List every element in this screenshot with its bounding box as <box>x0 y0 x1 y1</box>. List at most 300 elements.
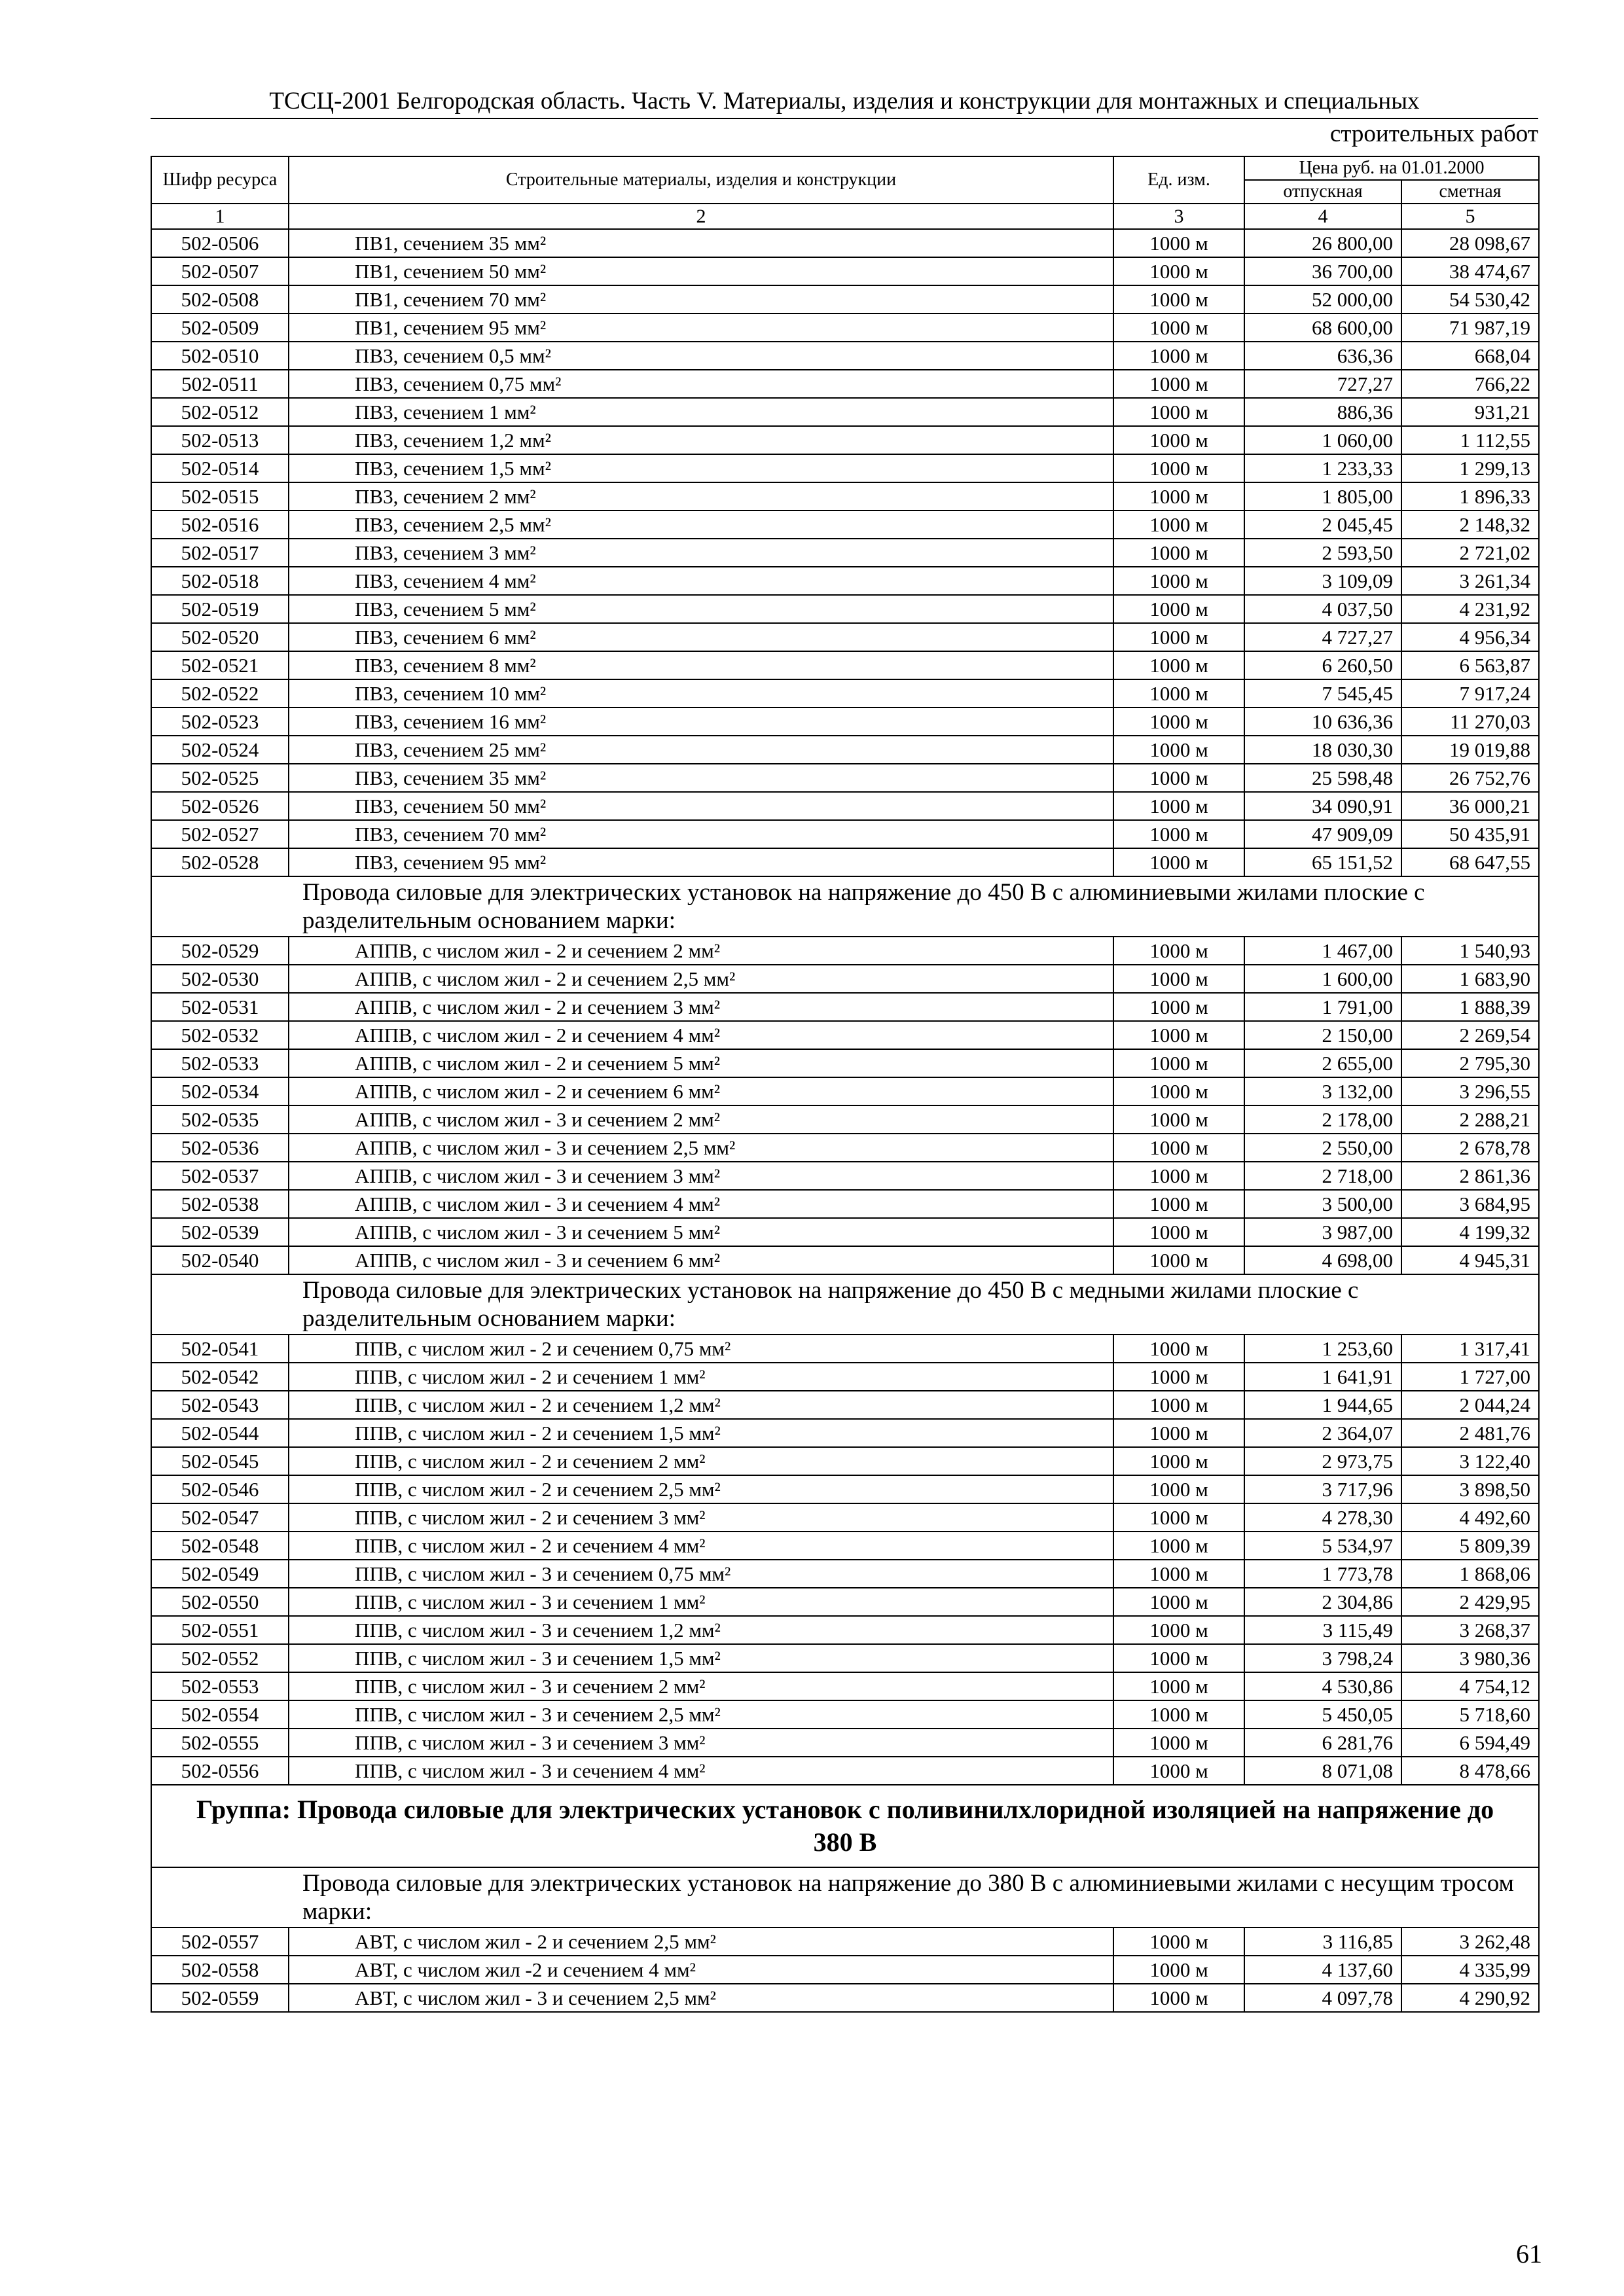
cell-release: 3 798,24 <box>1244 1644 1401 1672</box>
cell-release: 47 909,09 <box>1244 820 1401 848</box>
cell-unit: 1000 м <box>1113 848 1244 876</box>
cell-code: 502-0524 <box>151 736 289 764</box>
cell-release: 1 060,00 <box>1244 426 1401 454</box>
cell-estimate: 4 199,32 <box>1401 1218 1539 1246</box>
table-row <box>151 623 1539 651</box>
cell-code: 502-0555 <box>151 1729 289 1757</box>
cell-name: ППВ, с числом жил - 3 и сечением 2,5 мм² <box>289 1700 1113 1729</box>
table-row <box>151 792 1539 820</box>
table-row <box>151 398 1539 426</box>
cell-name: ППВ, с числом жил - 3 и сечением 4 мм² <box>289 1757 1113 1785</box>
cell-release: 6 281,76 <box>1244 1729 1401 1757</box>
cell-unit: 1000 м <box>1113 736 1244 764</box>
cell-code: 502-0549 <box>151 1560 289 1588</box>
cell-estimate: 36 000,21 <box>1401 792 1539 820</box>
cell-estimate: 1 683,90 <box>1401 965 1539 993</box>
cell-release: 4 037,50 <box>1244 595 1401 623</box>
cell-release: 4 137,60 <box>1244 1956 1401 1984</box>
table-row <box>151 1246 1539 1274</box>
cell-estimate: 2 678,78 <box>1401 1134 1539 1162</box>
cell-release: 52 000,00 <box>1244 285 1401 314</box>
table-row <box>151 426 1539 454</box>
cell-estimate: 931,21 <box>1401 398 1539 426</box>
cell-code: 502-0527 <box>151 820 289 848</box>
cell-estimate: 1 888,39 <box>1401 993 1539 1021</box>
cell-unit: 1000 м <box>1113 398 1244 426</box>
col-header-estimate: сметная <box>1401 180 1539 204</box>
cell-release: 4 698,00 <box>1244 1246 1401 1274</box>
cell-unit: 1000 м <box>1113 1644 1244 1672</box>
col-header-name: Строительные материалы, изделия и конструкции <box>289 156 1113 204</box>
price-table <box>151 156 1540 2013</box>
cell-release: 1 791,00 <box>1244 993 1401 1021</box>
cell-name: АППВ, с числом жил - 3 и сечением 5 мм² <box>289 1218 1113 1246</box>
cell-estimate: 38 474,67 <box>1401 257 1539 285</box>
page-number: 61 <box>1516 2239 1542 2269</box>
cell-unit: 1000 м <box>1113 1616 1244 1644</box>
cell-code: 502-0556 <box>151 1757 289 1785</box>
table-row <box>151 764 1539 792</box>
table-row <box>151 651 1539 679</box>
cell-estimate: 2 795,30 <box>1401 1049 1539 1077</box>
table-row <box>151 454 1539 482</box>
cell-estimate: 1 868,06 <box>1401 1560 1539 1588</box>
cell-code: 502-0558 <box>151 1956 289 1984</box>
cell-unit: 1000 м <box>1113 1105 1244 1134</box>
cell-release: 2 364,07 <box>1244 1419 1401 1447</box>
cell-estimate: 4 231,92 <box>1401 595 1539 623</box>
cell-code: 502-0513 <box>151 426 289 454</box>
cell-code: 502-0517 <box>151 539 289 567</box>
cell-estimate: 2 148,32 <box>1401 511 1539 539</box>
cell-unit: 1000 м <box>1113 482 1244 511</box>
cell-code: 502-0528 <box>151 848 289 876</box>
cell-estimate: 4 754,12 <box>1401 1672 1539 1700</box>
cell-name: ПВ3, сечением 0,5 мм² <box>289 342 1113 370</box>
cell-release: 4 278,30 <box>1244 1503 1401 1532</box>
cell-unit: 1000 м <box>1113 285 1244 314</box>
table-row <box>151 993 1539 1021</box>
cell-name: АВТ, с числом жил - 2 и сечением 2,5 мм² <box>289 1928 1113 1956</box>
table-row <box>151 1984 1539 2012</box>
cell-name: ППВ, с числом жил - 3 и сечением 2 мм² <box>289 1672 1113 1700</box>
cell-unit: 1000 м <box>1113 1729 1244 1757</box>
cell-estimate: 6 563,87 <box>1401 651 1539 679</box>
cell-name: АППВ, с числом жил - 2 и сечением 5 мм² <box>289 1049 1113 1077</box>
cell-estimate: 3 980,36 <box>1401 1644 1539 1672</box>
cell-name: АВТ, с числом жил - 3 и сечением 2,5 мм² <box>289 1984 1113 2012</box>
cell-code: 502-0541 <box>151 1335 289 1363</box>
cell-code: 502-0530 <box>151 965 289 993</box>
cell-estimate: 50 435,91 <box>1401 820 1539 848</box>
cell-code: 502-0548 <box>151 1532 289 1560</box>
table-row <box>151 257 1539 285</box>
cell-estimate: 1 317,41 <box>1401 1335 1539 1363</box>
cell-release: 3 987,00 <box>1244 1218 1401 1246</box>
cell-code: 502-0531 <box>151 993 289 1021</box>
table-row <box>151 285 1539 314</box>
cell-unit: 1000 м <box>1113 1021 1244 1049</box>
cell-estimate: 3 898,50 <box>1401 1475 1539 1503</box>
cell-estimate: 2 429,95 <box>1401 1588 1539 1616</box>
cell-code: 502-0509 <box>151 314 289 342</box>
cell-release: 68 600,00 <box>1244 314 1401 342</box>
cell-unit: 1000 м <box>1113 1246 1244 1274</box>
cell-unit: 1000 м <box>1113 1363 1244 1391</box>
cell-release: 2 973,75 <box>1244 1447 1401 1475</box>
cell-name: ПВ1, сечением 95 мм² <box>289 314 1113 342</box>
cell-code: 502-0506 <box>151 229 289 257</box>
cell-unit: 1000 м <box>1113 651 1244 679</box>
table-row <box>151 1729 1539 1757</box>
cell-name: ПВ3, сечением 8 мм² <box>289 651 1113 679</box>
cell-name: ППВ, с числом жил - 2 и сечением 4 мм² <box>289 1532 1113 1560</box>
cell-unit: 1000 м <box>1113 1335 1244 1363</box>
cell-unit: 1000 м <box>1113 229 1244 257</box>
cell-release: 65 151,52 <box>1244 848 1401 876</box>
table-body <box>151 229 1539 2012</box>
cell-unit: 1000 м <box>1113 1419 1244 1447</box>
cell-name: ПВ3, сечением 3 мм² <box>289 539 1113 567</box>
cell-code: 502-0526 <box>151 792 289 820</box>
cell-unit: 1000 м <box>1113 1190 1244 1218</box>
table-row <box>151 708 1539 736</box>
cell-unit: 1000 м <box>1113 1475 1244 1503</box>
table-row <box>151 1419 1539 1447</box>
cell-estimate: 2 269,54 <box>1401 1021 1539 1049</box>
cell-unit: 1000 м <box>1113 370 1244 398</box>
cell-unit: 1000 м <box>1113 1077 1244 1105</box>
table-row <box>151 342 1539 370</box>
cell-estimate: 3 261,34 <box>1401 567 1539 595</box>
cell-estimate: 3 122,40 <box>1401 1447 1539 1475</box>
table-row <box>151 1560 1539 1588</box>
cell-unit: 1000 м <box>1113 1700 1244 1729</box>
cell-estimate: 26 752,76 <box>1401 764 1539 792</box>
cell-estimate: 5 809,39 <box>1401 1532 1539 1560</box>
cell-code: 502-0523 <box>151 708 289 736</box>
cell-release: 18 030,30 <box>1244 736 1401 764</box>
cell-estimate: 3 262,48 <box>1401 1928 1539 1956</box>
cell-release: 3 109,09 <box>1244 567 1401 595</box>
subsection-heading: Провода силовые для электрических установок на напряжение до 450 В с медными жилами плоские с разделительным основанием марки: <box>151 1274 1539 1335</box>
cell-release: 3 115,49 <box>1244 1616 1401 1644</box>
header-title: ТССЦ-2001 Белгородская область. Часть V. Материалы, изделия и конструкции для монтажных и специальных <box>269 88 1420 115</box>
cell-code: 502-0537 <box>151 1162 289 1190</box>
cell-code: 502-0543 <box>151 1391 289 1419</box>
cell-code: 502-0532 <box>151 1021 289 1049</box>
cell-estimate: 3 684,95 <box>1401 1190 1539 1218</box>
table-row <box>151 1757 1539 1785</box>
cell-release: 1 944,65 <box>1244 1391 1401 1419</box>
cell-code: 502-0538 <box>151 1190 289 1218</box>
cell-release: 1 253,60 <box>1244 1335 1401 1363</box>
cell-unit: 1000 м <box>1113 1956 1244 1984</box>
group-heading: Группа: Провода силовые для электрических установок с поливинилхлоридной изоляцией на напряжение до 380 В <box>151 1785 1539 1867</box>
cell-name: ПВ3, сечением 6 мм² <box>289 623 1113 651</box>
cell-estimate: 766,22 <box>1401 370 1539 398</box>
cell-name: АВТ, с числом жил -2 и сечением 4 мм² <box>289 1956 1113 1984</box>
cell-release: 5 450,05 <box>1244 1700 1401 1729</box>
cell-name: АППВ, с числом жил - 3 и сечением 4 мм² <box>289 1190 1113 1218</box>
cell-release: 6 260,50 <box>1244 651 1401 679</box>
table-row <box>151 1616 1539 1644</box>
cell-code: 502-0525 <box>151 764 289 792</box>
cell-name: ППВ, с числом жил - 2 и сечением 1,5 мм² <box>289 1419 1113 1447</box>
cell-name: ППВ, с числом жил - 3 и сечением 1 мм² <box>289 1588 1113 1616</box>
cell-name: ППВ, с числом жил - 2 и сечением 1 мм² <box>289 1363 1113 1391</box>
cell-release: 8 071,08 <box>1244 1757 1401 1785</box>
cell-unit: 1000 м <box>1113 679 1244 708</box>
cell-release: 886,36 <box>1244 398 1401 426</box>
cell-code: 502-0536 <box>151 1134 289 1162</box>
table-row <box>151 1162 1539 1190</box>
cell-release: 1 467,00 <box>1244 937 1401 965</box>
table-row <box>151 595 1539 623</box>
table-row <box>151 679 1539 708</box>
cell-release: 1 600,00 <box>1244 965 1401 993</box>
cell-code: 502-0508 <box>151 285 289 314</box>
cell-unit: 1000 м <box>1113 1672 1244 1700</box>
cell-estimate: 1 112,55 <box>1401 426 1539 454</box>
cell-estimate: 3 296,55 <box>1401 1077 1539 1105</box>
cell-estimate: 5 718,60 <box>1401 1700 1539 1729</box>
cell-release: 7 545,45 <box>1244 679 1401 708</box>
table-row <box>151 937 1539 965</box>
cell-name: ПВ3, сечением 4 мм² <box>289 567 1113 595</box>
cell-code: 502-0559 <box>151 1984 289 2012</box>
cell-name: ПВ1, сечением 50 мм² <box>289 257 1113 285</box>
cell-unit: 1000 м <box>1113 937 1244 965</box>
cell-release: 1 773,78 <box>1244 1560 1401 1588</box>
cell-code: 502-0557 <box>151 1928 289 1956</box>
cell-code: 502-0516 <box>151 511 289 539</box>
table-row <box>151 1700 1539 1729</box>
cell-code: 502-0539 <box>151 1218 289 1246</box>
cell-name: ПВ3, сечением 50 мм² <box>289 792 1113 820</box>
table-row <box>151 1077 1539 1105</box>
cell-unit: 1000 м <box>1113 1984 1244 2012</box>
cell-unit: 1000 м <box>1113 1218 1244 1246</box>
table-row <box>151 1021 1539 1049</box>
cell-estimate: 6 594,49 <box>1401 1729 1539 1757</box>
table-row <box>151 736 1539 764</box>
cell-code: 502-0522 <box>151 679 289 708</box>
cell-code: 502-0545 <box>151 1447 289 1475</box>
cell-estimate: 8 478,66 <box>1401 1757 1539 1785</box>
cell-release: 36 700,00 <box>1244 257 1401 285</box>
cell-name: АППВ, с числом жил - 3 и сечением 6 мм² <box>289 1246 1113 1274</box>
cell-estimate: 3 268,37 <box>1401 1616 1539 1644</box>
cell-code: 502-0519 <box>151 595 289 623</box>
group-heading-row <box>151 1785 1539 1867</box>
cell-code: 502-0551 <box>151 1616 289 1644</box>
cell-release: 5 534,97 <box>1244 1532 1401 1560</box>
cell-estimate: 2 481,76 <box>1401 1419 1539 1447</box>
table-row <box>151 1363 1539 1391</box>
cell-name: АППВ, с числом жил - 2 и сечением 4 мм² <box>289 1021 1113 1049</box>
cell-estimate: 71 987,19 <box>1401 314 1539 342</box>
cell-estimate: 2 044,24 <box>1401 1391 1539 1419</box>
cell-name: ППВ, с числом жил - 2 и сечением 2 мм² <box>289 1447 1113 1475</box>
cell-estimate: 11 270,03 <box>1401 708 1539 736</box>
header-rule <box>151 118 1538 119</box>
cell-name: АППВ, с числом жил - 2 и сечением 3 мм² <box>289 993 1113 1021</box>
cell-code: 502-0546 <box>151 1475 289 1503</box>
cell-name: АППВ, с числом жил - 2 и сечением 2 мм² <box>289 937 1113 965</box>
cell-name: АППВ, с числом жил - 3 и сечением 2,5 мм² <box>289 1134 1113 1162</box>
cell-name: ПВ3, сечением 35 мм² <box>289 764 1113 792</box>
cell-name: ПВ3, сечением 0,75 мм² <box>289 370 1113 398</box>
cell-release: 636,36 <box>1244 342 1401 370</box>
cell-code: 502-0533 <box>151 1049 289 1077</box>
cell-estimate: 2 288,21 <box>1401 1105 1539 1134</box>
table-row <box>151 1049 1539 1077</box>
cell-name: ПВ3, сечением 2 мм² <box>289 482 1113 511</box>
cell-name: ППВ, с числом жил - 2 и сечением 0,75 мм² <box>289 1335 1113 1363</box>
cell-unit: 1000 м <box>1113 1503 1244 1532</box>
cell-code: 502-0534 <box>151 1077 289 1105</box>
cell-estimate: 4 956,34 <box>1401 623 1539 651</box>
col-number-1: 1 <box>151 204 289 229</box>
col-header-release: отпускная <box>1244 180 1401 204</box>
cell-unit: 1000 м <box>1113 965 1244 993</box>
col-number-5: 5 <box>1401 204 1539 229</box>
cell-unit: 1000 м <box>1113 454 1244 482</box>
cell-release: 1 805,00 <box>1244 482 1401 511</box>
cell-release: 3 116,85 <box>1244 1928 1401 1956</box>
cell-release: 4 097,78 <box>1244 1984 1401 2012</box>
table-row <box>151 1190 1539 1218</box>
cell-code: 502-0514 <box>151 454 289 482</box>
cell-unit: 1000 м <box>1113 708 1244 736</box>
cell-release: 2 304,86 <box>1244 1588 1401 1616</box>
cell-estimate: 68 647,55 <box>1401 848 1539 876</box>
cell-estimate: 1 299,13 <box>1401 454 1539 482</box>
cell-unit: 1000 м <box>1113 1162 1244 1190</box>
cell-code: 502-0529 <box>151 937 289 965</box>
table-row <box>151 482 1539 511</box>
cell-estimate: 4 335,99 <box>1401 1956 1539 1984</box>
subsection-heading-row <box>151 1867 1539 1928</box>
table-row <box>151 370 1539 398</box>
cell-name: ППВ, с числом жил - 3 и сечением 3 мм² <box>289 1729 1113 1757</box>
cell-code: 502-0547 <box>151 1503 289 1532</box>
cell-name: ПВ3, сечением 1 мм² <box>289 398 1113 426</box>
table-row <box>151 1391 1539 1419</box>
cell-name: АППВ, с числом жил - 2 и сечением 2,5 мм² <box>289 965 1113 993</box>
cell-unit: 1000 м <box>1113 993 1244 1021</box>
cell-unit: 1000 м <box>1113 1928 1244 1956</box>
table-row <box>151 848 1539 876</box>
cell-name: ПВ3, сечением 25 мм² <box>289 736 1113 764</box>
cell-unit: 1000 м <box>1113 1049 1244 1077</box>
cell-code: 502-0510 <box>151 342 289 370</box>
cell-unit: 1000 м <box>1113 1447 1244 1475</box>
cell-code: 502-0553 <box>151 1672 289 1700</box>
cell-release: 2 718,00 <box>1244 1162 1401 1190</box>
cell-unit: 1000 м <box>1113 511 1244 539</box>
col-header-code: Шифр ресурса <box>151 156 289 204</box>
cell-estimate: 668,04 <box>1401 342 1539 370</box>
header-subtitle: строительных работ <box>1329 120 1538 147</box>
table-row <box>151 1956 1539 1984</box>
cell-code: 502-0515 <box>151 482 289 511</box>
table-row <box>151 1447 1539 1475</box>
table-row <box>151 229 1539 257</box>
cell-name: ППВ, с числом жил - 3 и сечением 1,5 мм² <box>289 1644 1113 1672</box>
subsection-heading-row <box>151 876 1539 937</box>
cell-estimate: 54 530,42 <box>1401 285 1539 314</box>
cell-unit: 1000 м <box>1113 314 1244 342</box>
table-row <box>151 820 1539 848</box>
cell-release: 26 800,00 <box>1244 229 1401 257</box>
cell-unit: 1000 м <box>1113 1757 1244 1785</box>
cell-name: ППВ, с числом жил - 3 и сечением 1,2 мм² <box>289 1616 1113 1644</box>
table-row <box>151 1134 1539 1162</box>
cell-unit: 1000 м <box>1113 257 1244 285</box>
cell-unit: 1000 м <box>1113 1560 1244 1588</box>
cell-name: ПВ3, сечением 2,5 мм² <box>289 511 1113 539</box>
cell-unit: 1000 м <box>1113 623 1244 651</box>
cell-estimate: 1 727,00 <box>1401 1363 1539 1391</box>
cell-code: 502-0521 <box>151 651 289 679</box>
cell-release: 3 717,96 <box>1244 1475 1401 1503</box>
cell-estimate: 28 098,67 <box>1401 229 1539 257</box>
cell-name: ППВ, с числом жил - 3 и сечением 0,75 мм² <box>289 1560 1113 1588</box>
table-row <box>151 1644 1539 1672</box>
cell-name: ППВ, с числом жил - 2 и сечением 2,5 мм² <box>289 1475 1113 1503</box>
table-row <box>151 511 1539 539</box>
cell-code: 502-0550 <box>151 1588 289 1616</box>
cell-estimate: 2 721,02 <box>1401 539 1539 567</box>
col-number-2: 2 <box>289 204 1113 229</box>
cell-release: 2 045,45 <box>1244 511 1401 539</box>
cell-code: 502-0520 <box>151 623 289 651</box>
cell-code: 502-0518 <box>151 567 289 595</box>
table-row <box>151 1532 1539 1560</box>
cell-estimate: 19 019,88 <box>1401 736 1539 764</box>
cell-release: 10 636,36 <box>1244 708 1401 736</box>
cell-estimate: 4 492,60 <box>1401 1503 1539 1532</box>
cell-code: 502-0507 <box>151 257 289 285</box>
cell-unit: 1000 м <box>1113 1532 1244 1560</box>
cell-name: ПВ3, сечением 1,2 мм² <box>289 426 1113 454</box>
cell-estimate: 1 540,93 <box>1401 937 1539 965</box>
cell-unit: 1000 м <box>1113 426 1244 454</box>
table-row <box>151 1475 1539 1503</box>
subsection-heading: Провода силовые для электрических установок на напряжение до 450 В с алюминиевыми жилами плоские с разделительным основанием марки: <box>151 876 1539 937</box>
cell-unit: 1000 м <box>1113 1134 1244 1162</box>
cell-unit: 1000 м <box>1113 820 1244 848</box>
cell-code: 502-0544 <box>151 1419 289 1447</box>
subsection-heading-row <box>151 1274 1539 1335</box>
cell-release: 3 132,00 <box>1244 1077 1401 1105</box>
cell-code: 502-0540 <box>151 1246 289 1274</box>
cell-code: 502-0535 <box>151 1105 289 1134</box>
cell-release: 1 233,33 <box>1244 454 1401 482</box>
table-row <box>151 539 1539 567</box>
cell-unit: 1000 м <box>1113 567 1244 595</box>
col-header-price: Цена руб. на 01.01.2000 <box>1244 156 1539 180</box>
cell-code: 502-0542 <box>151 1363 289 1391</box>
cell-code: 502-0511 <box>151 370 289 398</box>
cell-release: 2 655,00 <box>1244 1049 1401 1077</box>
cell-release: 2 178,00 <box>1244 1105 1401 1134</box>
cell-release: 4 727,27 <box>1244 623 1401 651</box>
cell-unit: 1000 м <box>1113 792 1244 820</box>
cell-release: 4 530,86 <box>1244 1672 1401 1700</box>
